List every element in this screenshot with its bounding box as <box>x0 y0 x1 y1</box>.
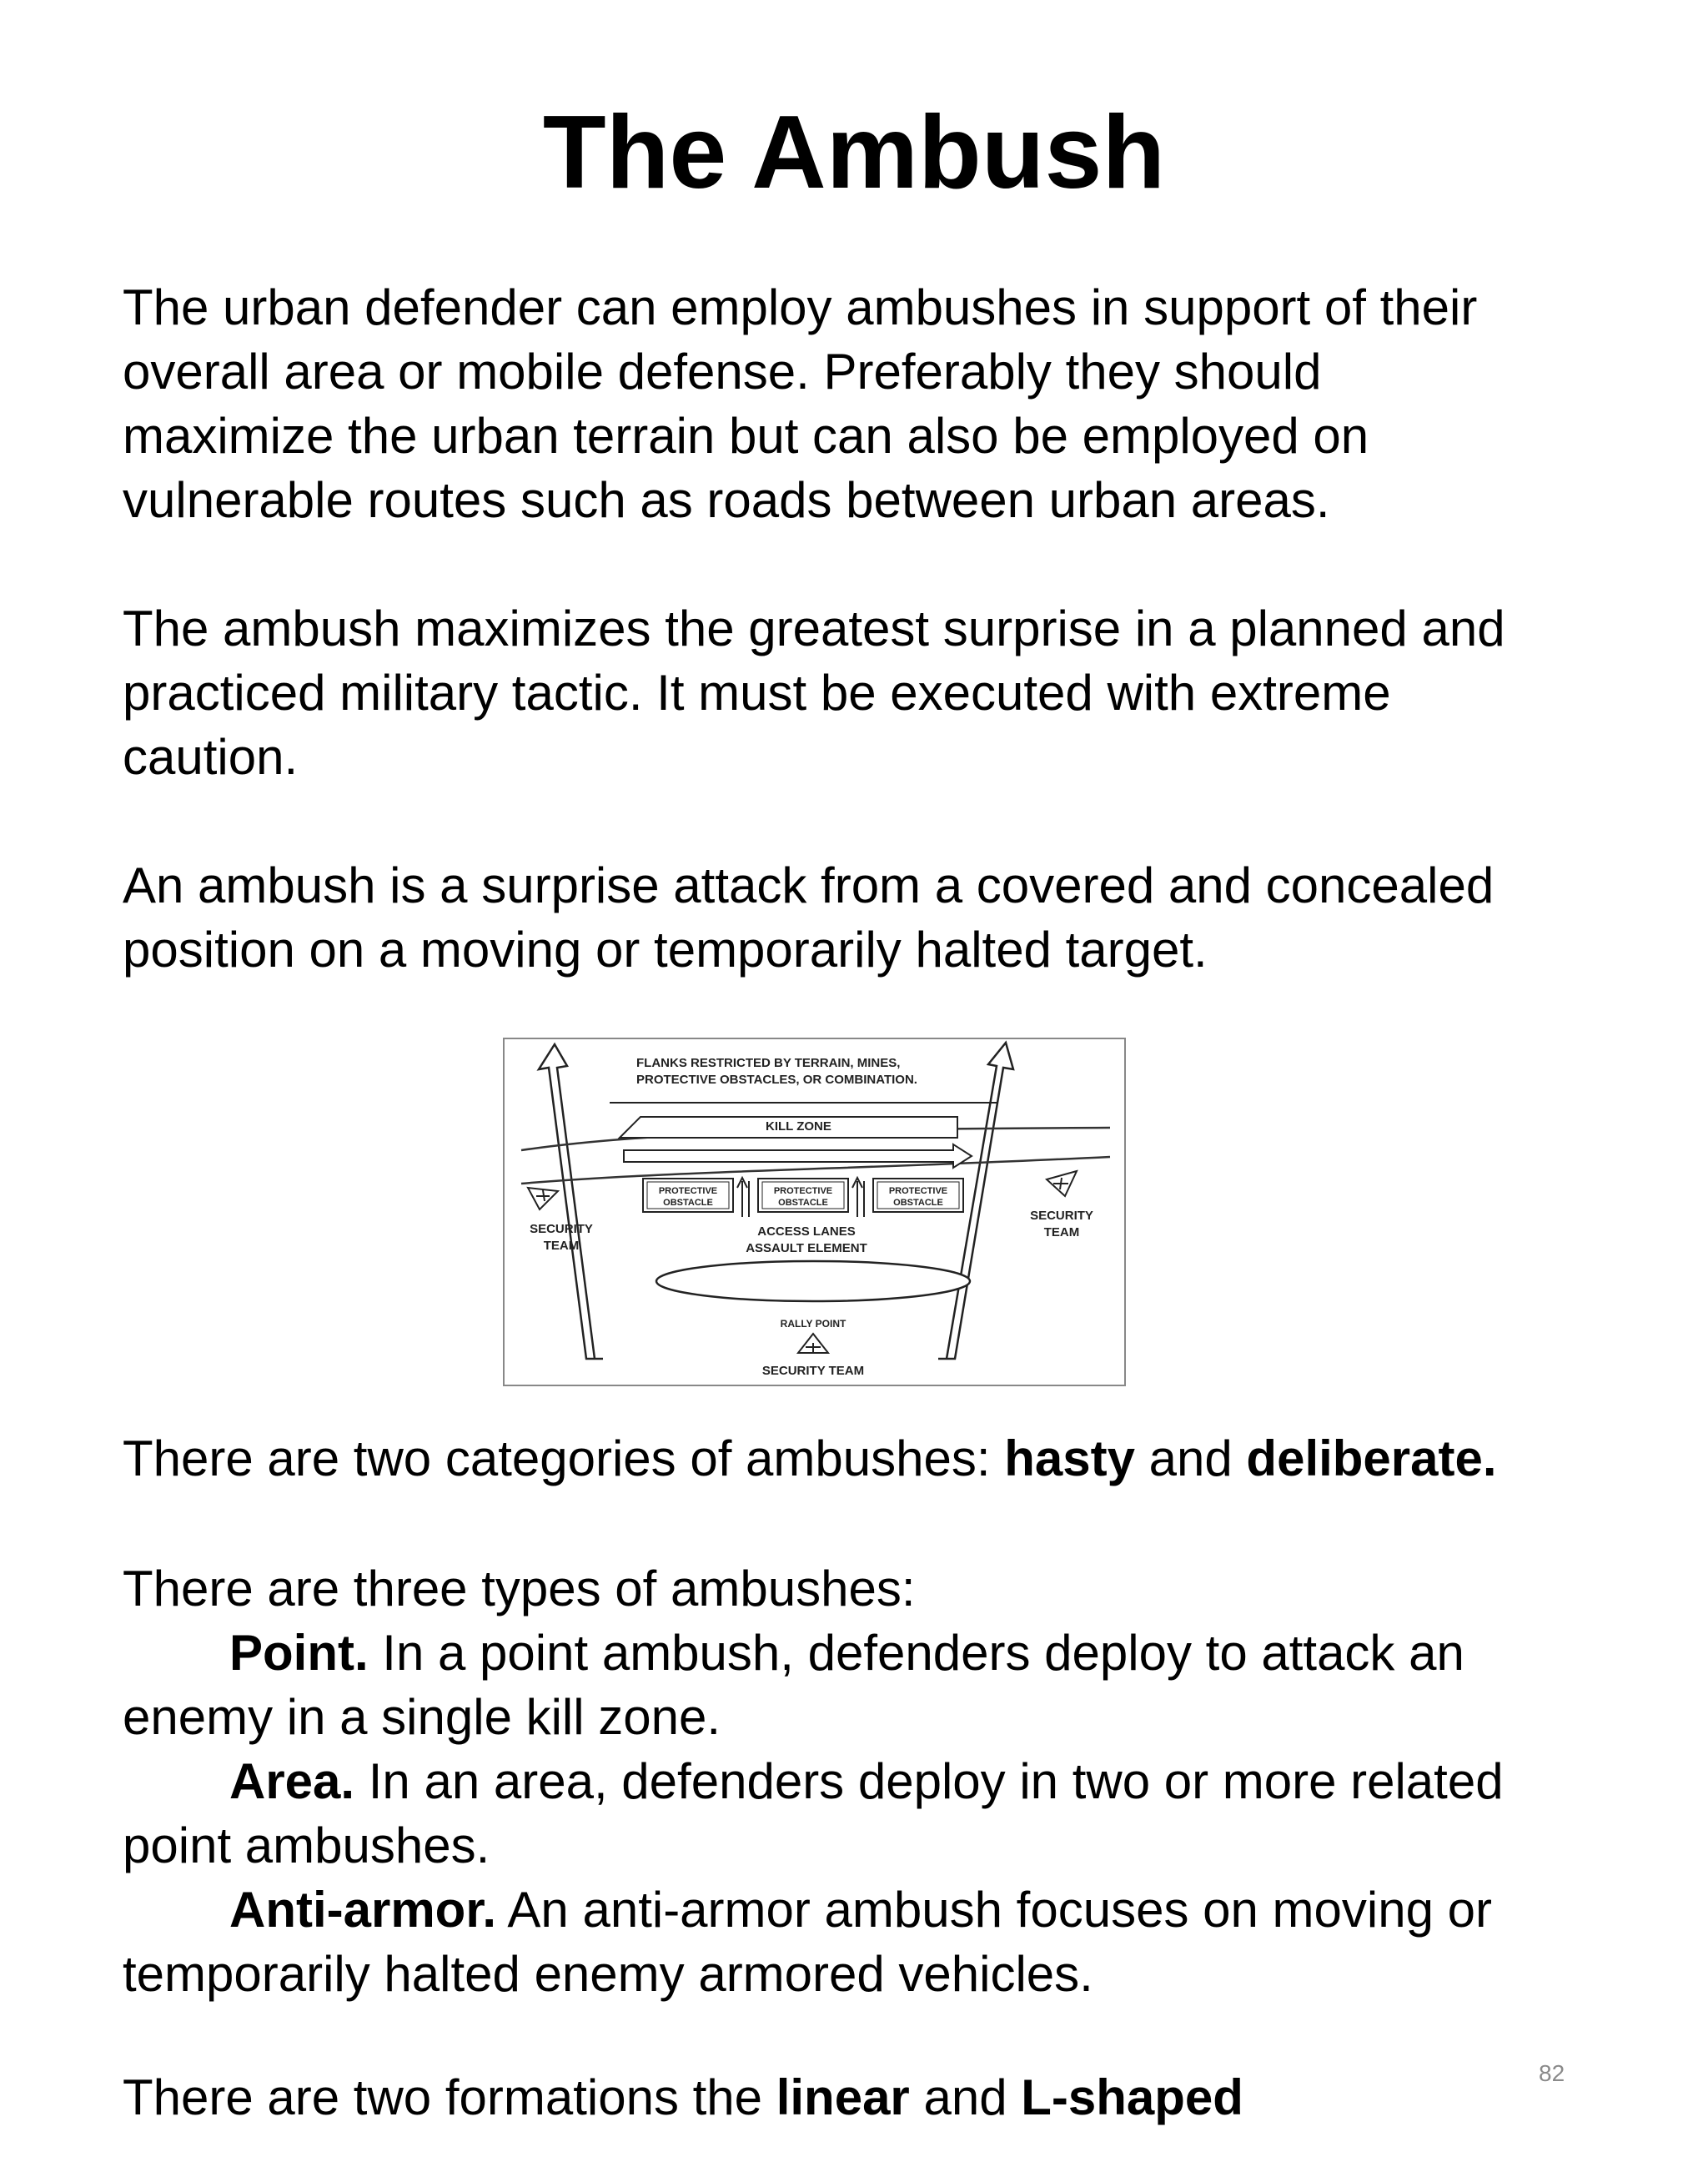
lshaped-term: L-shaped <box>1021 2069 1243 2125</box>
categories-paragraph <box>123 1426 1624 1491</box>
text-line: position on a moving or temporarily halted target. <box>123 922 1208 978</box>
hasty-term: hasty <box>1004 1430 1135 1486</box>
categories-and: and <box>1134 1430 1247 1486</box>
linear-term: linear <box>776 2069 910 2125</box>
point-text: In a point ambush, defenders deploy to attack an <box>368 1625 1464 1681</box>
rally-point-label: RALLY POINT <box>780 1318 846 1330</box>
page-number: 82 <box>1539 2060 1565 2086</box>
area-text: In an area, defenders deploy in two or more related <box>354 1753 1504 1809</box>
obstacle-label: OBSTACLE <box>893 1198 943 1208</box>
surprise-paragraph <box>123 596 1624 789</box>
deliberate-term: deliberate. <box>1246 1430 1497 1486</box>
point-term: Point. <box>229 1625 369 1681</box>
page-title: The Ambush <box>542 95 1166 210</box>
ambush-diagram <box>503 1038 1126 1386</box>
access-lanes-label: ACCESS LANES <box>757 1224 856 1239</box>
types-intro: There are three types of ambushes: <box>123 1561 916 1616</box>
text-line: overall area or mobile defense. Preferably they should <box>123 344 1322 400</box>
flanks-caption-line1: FLANKS RESTRICTED BY TERRAIN, MINES, <box>636 1056 901 1070</box>
formations-and: and <box>909 2069 1022 2125</box>
area-term: Area. <box>229 1753 355 1809</box>
kill-zone-label: KILL ZONE <box>766 1119 831 1134</box>
obstacle-label: PROTECTIVE <box>888 1186 948 1196</box>
text-line: The urban defender can employ ambushes in support of their <box>123 279 1478 335</box>
security-team-right-label-line2: TEAM <box>1043 1225 1080 1239</box>
text-line: vulnerable routes such as roads between urban areas. <box>123 472 1330 528</box>
formations-paragraph <box>123 2065 1624 2129</box>
obstacle-label: PROTECTIVE <box>773 1186 833 1196</box>
definition-paragraph <box>123 853 1624 982</box>
types-paragraph <box>123 1556 1624 2006</box>
text-line: maximize the urban terrain but can also be employed on <box>123 408 1369 464</box>
text-line <box>123 1878 1624 1942</box>
text-line: enemy in a single kill zone. <box>123 1689 721 1745</box>
assault-element-label: ASSAULT ELEMENT <box>746 1241 867 1255</box>
text-line: caution. <box>123 729 299 785</box>
text-line: point ambushes. <box>123 1818 490 1873</box>
obstacle-label: OBSTACLE <box>663 1198 713 1208</box>
security-team-bottom-label: SECURITY TEAM <box>761 1364 865 1378</box>
antiarmor-text: An anti-armor ambush focuses on moving or <box>496 1882 1492 1938</box>
categories-prefix: There are two categories of ambushes: <box>123 1430 1005 1486</box>
text-line <box>123 1426 1624 1491</box>
text-line: practiced military tactic. It must be executed with extreme <box>123 665 1391 721</box>
formations-prefix: There are two formations the <box>123 2069 776 2125</box>
protective-obstacle-2 <box>758 1179 848 1212</box>
text-line <box>123 2065 1624 2129</box>
obstacle-label: PROTECTIVE <box>658 1186 718 1196</box>
text-line <box>123 1749 1624 1813</box>
security-team-left-label-line2: TEAM <box>543 1239 580 1253</box>
intro-paragraph <box>123 275 1624 532</box>
assault-element-oval <box>656 1261 970 1301</box>
text-line: temporarily halted enemy armored vehicles. <box>123 1946 1093 2002</box>
text-line: An ambush is a surprise attack from a covered and concealed <box>123 857 1494 913</box>
ambush-diagram-svg <box>503 1038 1126 1386</box>
antiarmor-term: Anti-armor. <box>229 1882 497 1938</box>
text-line <box>123 1621 1624 1685</box>
security-team-left-label-line1: SECURITY <box>530 1222 593 1236</box>
obstacle-label: OBSTACLE <box>778 1198 828 1208</box>
flanks-caption-line2: PROTECTIVE OBSTACLES, OR COMBINATION. <box>636 1073 917 1087</box>
protective-obstacle-3 <box>873 1179 963 1212</box>
security-team-right-label-line1: SECURITY <box>1030 1209 1093 1223</box>
text-line: The ambush maximizes the greatest surprise in a planned and <box>123 601 1505 656</box>
protective-obstacle-1 <box>643 1179 733 1212</box>
